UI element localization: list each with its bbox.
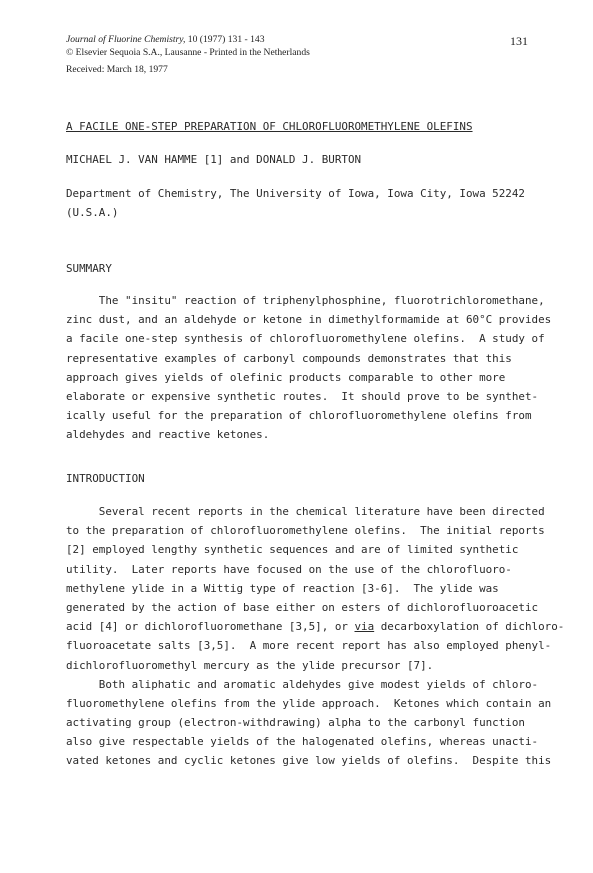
summary-line: zinc dust, and an aldehyde or ketone in dimethylformamide at 60°C provides: [66, 313, 552, 327]
article-title: A FACILE ONE-STEP PREPARATION OF CHLOROFLUOROMETHYLENE OLEFINS: [66, 120, 473, 133]
intro-line: also give respectable yields of the halogenated olefins, whereas unacti-: [66, 735, 539, 749]
via-emphasis: via: [354, 620, 375, 634]
summary-line: a facile one-step synthesis of chlorofluoromethylene olefins. A study of: [66, 332, 545, 346]
summary-line: aldehydes and reactive ketones.: [66, 428, 270, 442]
summary-line: representative examples of carbonyl compounds demonstrates that this: [66, 351, 512, 365]
summary-line: ically useful for the preparation of chlorofluoromethylene olefins from: [66, 409, 532, 423]
intro-line: methylene ylide in a Wittig type of reaction [3-6]. The ylide was: [66, 581, 499, 595]
affiliation-line: Department of Chemistry, The University of Iowa, Iowa City, Iowa 52242: [66, 187, 525, 200]
summary-heading: SUMMARY: [66, 262, 112, 275]
publisher-line: © Elsevier Sequoia S.A., Lausanne - Printed in the Netherlands: [66, 47, 310, 58]
intro-line-text: decarboxylation of dichloro-: [374, 620, 565, 634]
authors: MICHAEL J. VAN HAMME [1] and DONALD J. BURTON: [66, 153, 362, 166]
page-number: 131: [510, 34, 528, 48]
intro-line: to the preparation of chlorofluoromethylene olefins. The initial reports: [66, 524, 545, 538]
intro-line: fluoroacetate salts [3,5]. A more recent report has also employed phenyl-: [66, 639, 552, 653]
journal-citation: [66, 34, 265, 46]
intro-line: [2] employed lengthy synthetic sequences and are of limited synthetic: [66, 543, 519, 557]
intro-line: activating group (electron-withdrawing) alpha to the carbonyl function: [66, 716, 525, 730]
intro-line: utility. Later reports have focused on the use of the chlorofluoro-: [66, 562, 512, 576]
affiliation-line: (U.S.A.): [66, 206, 119, 220]
journal-name: Journal of Fluorine Chemistry,: [66, 34, 186, 45]
summary-line: The "insitu" reaction of triphenylphosphine, fluorotrichloromethane,: [66, 294, 545, 307]
intro-line: Both aliphatic and aromatic aldehydes give modest yields of chloro-: [66, 677, 539, 691]
affiliation: [66, 184, 536, 222]
volume-pages: 10 (1977) 131 - 143: [185, 34, 265, 45]
intro-line: generated by the action of base either on esters of dichlorofluoroacetic: [66, 600, 539, 614]
introduction-heading: INTRODUCTION: [66, 472, 145, 485]
summary-paragraph: [66, 291, 552, 445]
intro-line: [66, 617, 565, 636]
intro-line-text: acid [4] or dichlorofluoromethane [3,5], or: [66, 620, 355, 634]
received-date: Received: March 18, 1977: [66, 64, 168, 75]
summary-line: elaborate or expensive synthetic routes. It should prove to be synthet-: [66, 389, 539, 403]
introduction-paragraph: [66, 502, 565, 771]
intro-line: Several recent reports in the chemical literature have been directed: [66, 505, 545, 518]
intro-line: dichlorofluoromethyl mercury as the ylide precursor [7].: [66, 658, 434, 672]
summary-line: approach gives yields of olefinic products comparable to other more: [66, 370, 506, 384]
intro-line: vated ketones and cyclic ketones give low yields of olefins. Despite this: [66, 754, 552, 768]
intro-line: fluoromethylene olefins from the ylide approach. Ketones which contain an: [66, 696, 552, 710]
